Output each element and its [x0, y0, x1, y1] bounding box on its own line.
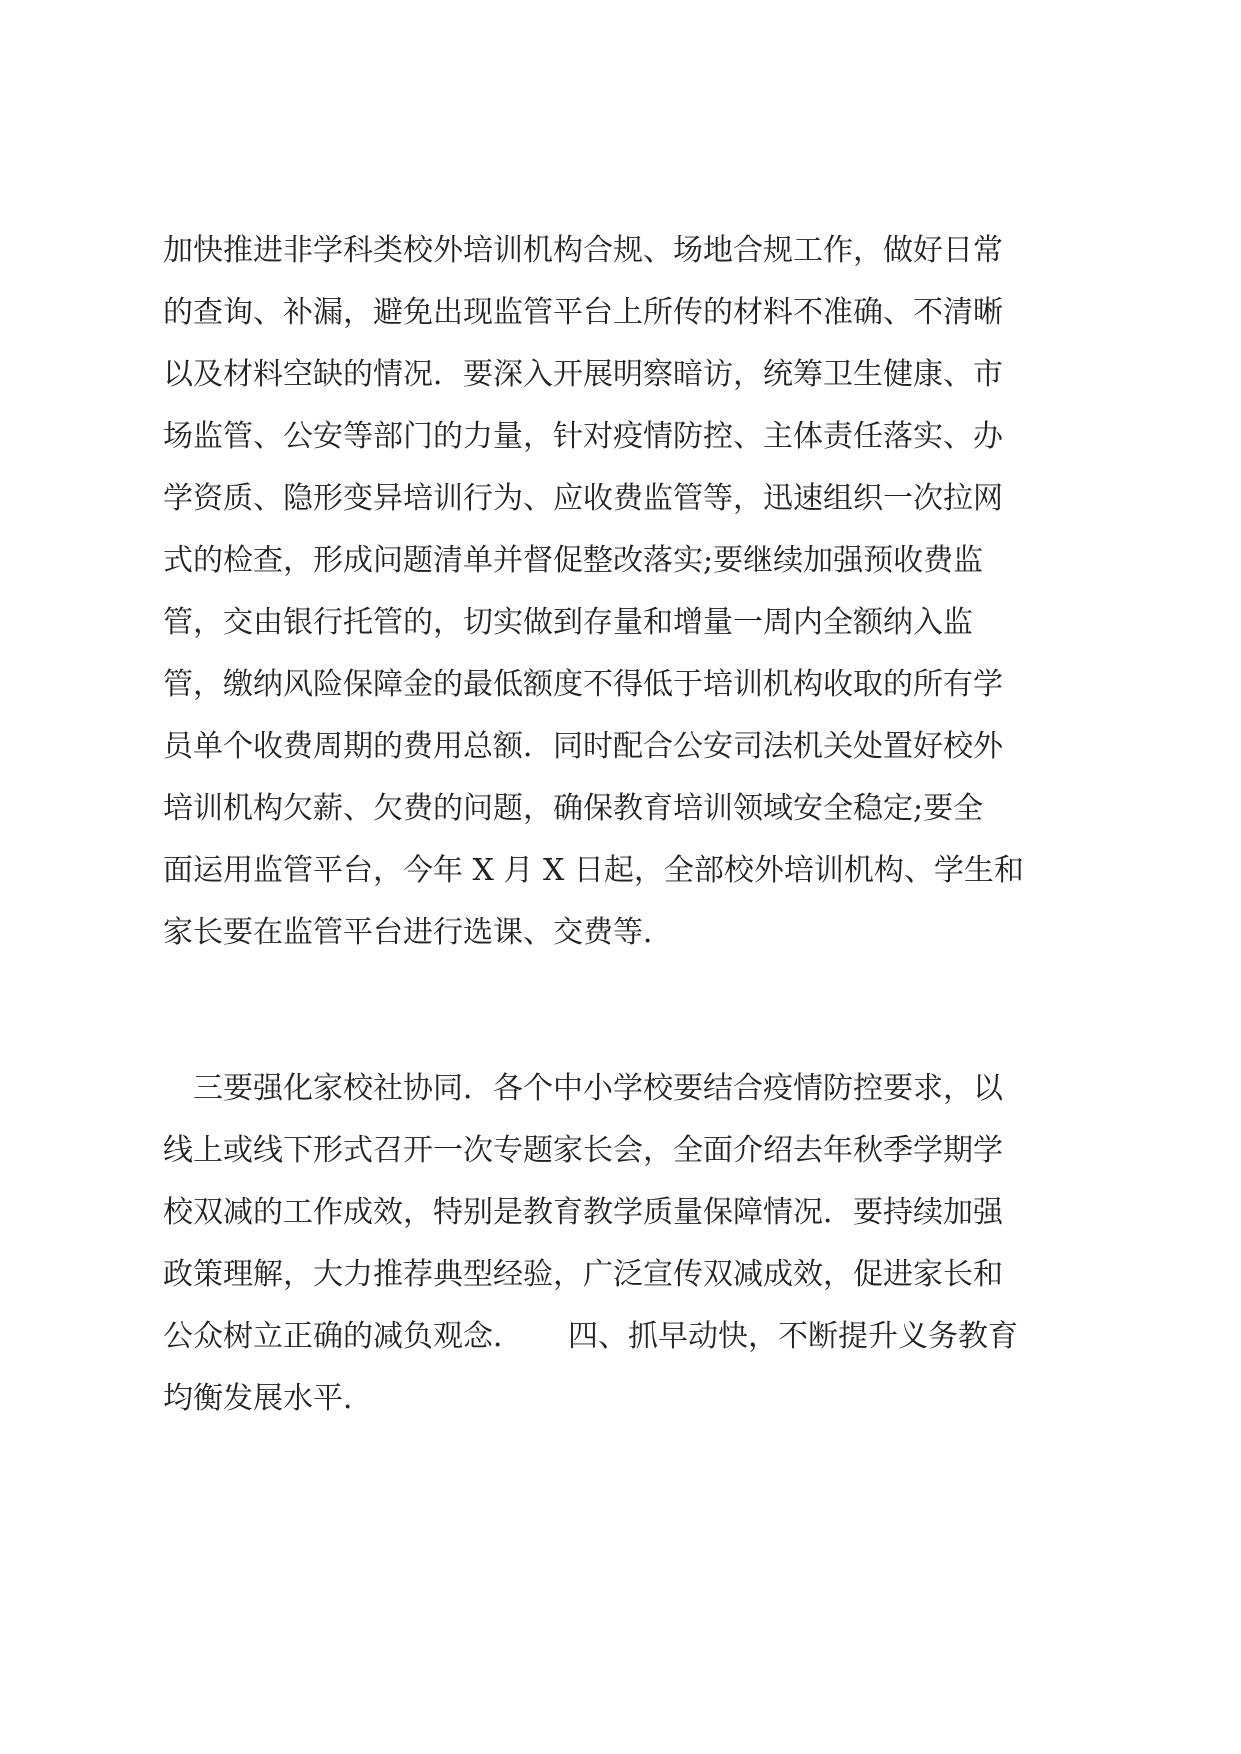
text-line: 管，缴纳风险保障金的最低额度不得低于培训机构收取的所有学	[163, 667, 1003, 702]
text-line: 管，交由银行托管的，切实做到存量和增量一周内全额纳入监	[163, 605, 973, 640]
text-line: 员单个收费周期的费用总额．同时配合公安司法机关处置好校外	[163, 729, 1003, 764]
text-line: 加快推进非学科类校外培训机构合规、场地合规工作，做好日常	[163, 233, 1003, 268]
text-line: 场监管、公安等部门的力量，针对疫情防控、主体责任落实、办	[163, 419, 1003, 454]
text-line: 三要强化家校社协同．各个中小学校要结合疫情防控要求，以	[163, 1071, 1003, 1106]
text-line: 以及材料空缺的情况．要深入开展明察暗访，统筹卫生健康、市	[163, 357, 1003, 392]
text-line: 培训机构欠薪、欠费的问题，确保教育培训领域安全稳定;要全	[163, 791, 984, 826]
text-line: 家长要在监管平台进行选课、交费等．	[163, 915, 673, 950]
text-line: 均衡发展水平．	[163, 1381, 373, 1416]
text-line: 的查询、补漏，避免出现监管平台上所传的材料不准确、不清晰	[163, 295, 1003, 330]
text-line: 学资质、隐形变异培训行为、应收费监管等，迅速组织一次拉网	[163, 481, 1003, 516]
paragraph-supervision	[163, 220, 1093, 964]
text-line: 公众树立正确的减负观念． 四、抓早动快，不断提升义务教育	[163, 1319, 1018, 1354]
text-line: 式的检查，形成问题清单并督促整改落实;要继续加强预收费监	[163, 543, 984, 578]
text-line: 线上或线下形式召开一次专题家长会，全面介绍去年秋季学期学	[163, 1133, 1003, 1168]
text-line: 面运用监管平台，今年 X 月 X 日起，全部校外培训机构、学生和	[163, 853, 1024, 888]
paragraph-home-school-cooperation	[163, 1058, 1093, 1430]
text-line: 政策理解，大力推荐典型经验，广泛宣传双减成效，促进家长和	[163, 1257, 1003, 1292]
text-line: 校双减的工作成效，特别是教育教学质量保障情况．要持续加强	[163, 1195, 1003, 1230]
